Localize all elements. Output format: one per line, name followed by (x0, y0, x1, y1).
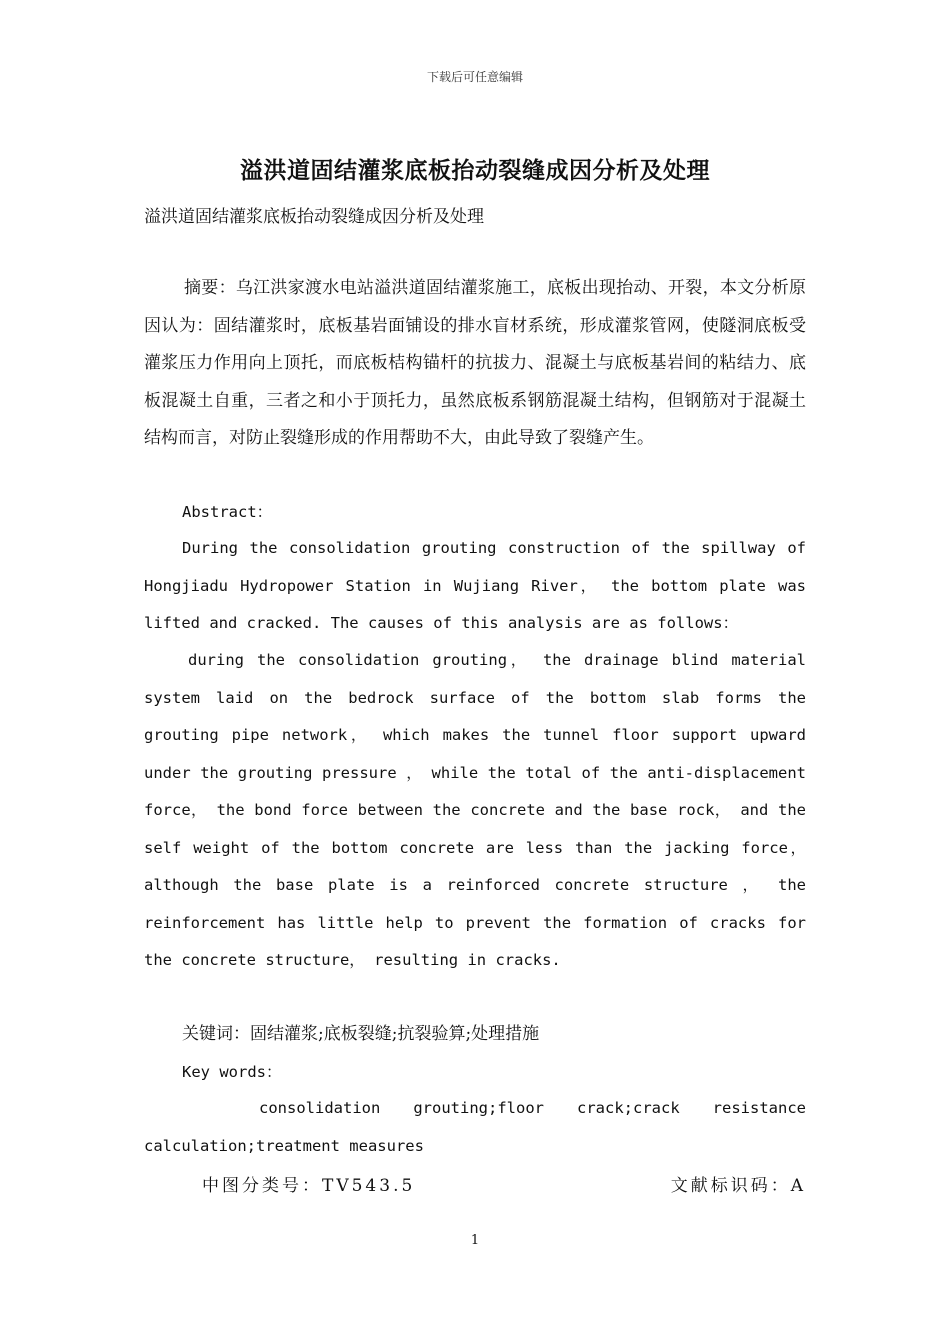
page-number: 1 (470, 1233, 480, 1248)
keywords-chinese: 关键词：固结灌浆;底板裂缝;抗裂验算;处理措施 (182, 1024, 540, 1044)
keywords-english: consolidation grouting;floor crack;crack resistance calculation;treatment measures (144, 1099, 806, 1155)
abstract-english-paragraph-2: during the consolidation grouting， the drainage blind material system laid on the bedrock surface of the bottom slab forms the grouting pipe network， which makes the tunnel floor support upward under the grouting pressure ， while the total of the anti-displacement force， the bond force between the concrete and the base rock， and the self weight of the bottom concrete are less than the jacking force， although the base plate is a reinforced concrete structure ， the reinforcement has little help to prevent the formation of cracks for the concrete structure， resulting in cracks. (144, 651, 806, 969)
abstract-english-label: Abstract： (182, 503, 273, 521)
document-subtitle: 溢洪道固结灌浆底板抬动裂缝成因分析及处理 (144, 207, 484, 227)
abstract-english-paragraph-1: During the consolidation grouting construction of the spillway of Hongjiadu Hydropower Station in Wujiang River， the bottom plate was lifted and cracked. The causes of this analysis are as follows： (144, 539, 806, 632)
classification-number: 中图分类号：TV543.5 (202, 1176, 416, 1196)
document-code: 文献标识码：A (670, 1176, 806, 1196)
keywords-english-label: Key words： (182, 1063, 282, 1081)
document-title: 溢洪道固结灌浆底板抬动裂缝成因分析及处理 (240, 157, 710, 184)
header-note: 下载后可任意编辑 (426, 70, 523, 84)
abstract-chinese: 摘要：乌江洪家渡水电站溢洪道固结灌浆施工，底板出现抬动、开裂，本文分析原因认为：固结灌浆时，底板基岩面铺设的排水盲材系统，形成灌浆管网，使隧洞底板受灌浆压力作用向上顶托，而底板桔构锚杆的抗拔力、混凝土与底板基岩间的粘结力、底板混凝土自重，三者之和小于顶托力，虽然底板系钢筋混凝土结构，但钢筋对于混凝土结构而言，对防止裂缝形成的作用帮助不大，由此导致了裂缝产生。 (144, 278, 806, 448)
